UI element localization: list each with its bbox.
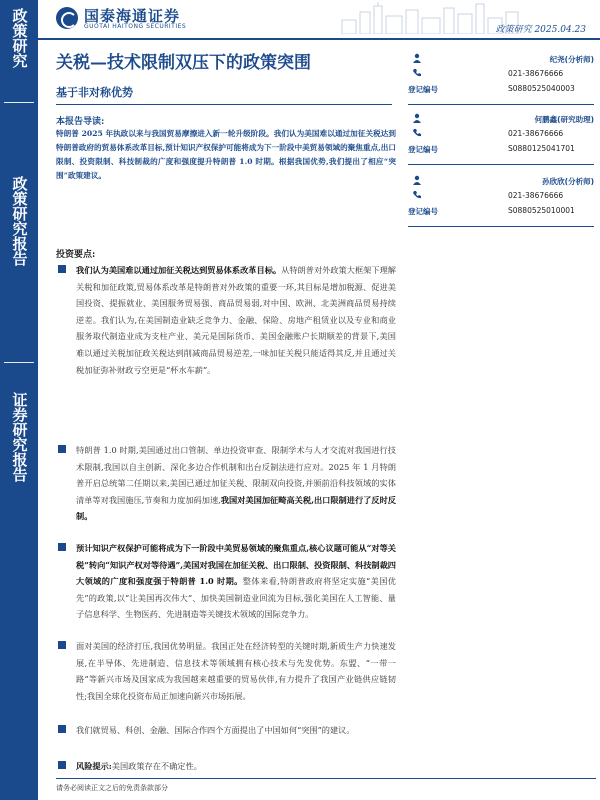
sidebar-text-3: 证券研究报告 — [10, 392, 29, 482]
person-icon — [412, 175, 422, 185]
bullet-text — [76, 262, 396, 378]
company-logo-icon — [56, 7, 78, 29]
bullet-square-icon — [58, 725, 66, 733]
bullet-square-icon — [58, 445, 66, 453]
sidebar-block-2 — [0, 176, 38, 266]
footer-divider — [56, 778, 596, 779]
bullet-body-text: 整体来看,特朗普政府将坚定实施“美国优先”的政策,以“让美国再次伟大”、加快美国制造业回流为目标,强化美国在人工智能、量子信息科学、生物医药、先进制造等关键技术领域的国际竞争力。 — [76, 576, 396, 620]
bullet-text — [76, 442, 396, 525]
report-category-date: 政策研究 2025.04.23 — [495, 25, 586, 35]
analyst-card-3 — [408, 174, 594, 219]
sidebar-block-3 — [0, 392, 38, 482]
bullet-square-icon — [58, 641, 66, 649]
analyst-divider — [408, 104, 594, 105]
person-icon — [412, 113, 422, 123]
header-divider — [38, 38, 600, 40]
analyst-divider — [408, 226, 594, 227]
bullet-square-icon — [58, 543, 66, 551]
registration-label: 登记编号 — [408, 207, 438, 216]
person-icon — [412, 53, 422, 63]
bullet-body-text: 我们就贸易、科创、金融、国际合作四个方面提出了中国如何“突围”的建议。 — [76, 725, 355, 735]
bullet-text — [76, 758, 396, 775]
bullet-body-text: 面对美国的经济打压,我国优势明显。我国正处在经济转型的关键时期,新质生产力快速发展,在半导体、先进制造、信息技术等领域拥有核心技术与先发优势。东盟、“一带一路”等新兴市场及国家成为我国越来越重要的贸易伙伴,有力提升了我国产业链供应链韧性;我国全球化投资布局正加速向新兴市场拓展。 — [76, 641, 396, 701]
left-sidebar — [0, 0, 38, 800]
bullet-body-text: 从特朗普对外政策大框架下理解关税和加征政策,贸易体系改革是特朗普对外政策的重要一环,其目标是增加税源、促进美国投资、提振就业、美国服务贸易强、商品贸易弱,对中国、欧洲、北美洲商品贸易持续逆差。我们认为,在美国制造业缺乏竞争力、金融、保险、房地产租赁业以及专业和商业服务取代制造业成为支柱产业、美元是国际货币、美国金融账户长期顺差的背景下,美国难以通过关税加征政关税达到削减商品贸易逆差,一味加征关税只能适得其反,并且通过关税加征弥补财政亏空更是“杯水车薪”。 — [76, 265, 396, 375]
registration-label: 登记编号 — [408, 145, 438, 154]
analyst-phone: 021-38676666 — [508, 129, 564, 138]
analyst-phone: 021-38676666 — [508, 69, 564, 78]
registration-number: S0880525040003 — [508, 84, 575, 93]
page-title: 关税—技术限制双压下的政策突围 — [56, 53, 311, 73]
bullet-bold-text: 预计知识产权保护可能将成为下一阶段中美贸易领域的聚焦重点,核心议题可能从“对等关税”转向“知识产权对等待遇”,美国对我国在加征关税、出口限制、投资限制、科技制裁四大领域的广度和强度强于特朗普 1.0 时期。 — [76, 543, 396, 587]
disclaimer-footer: 请务必阅读正文之后的免责条款部分 — [56, 784, 168, 792]
bullet-bold-tail: 我国对美国加征畸高关税,出口限制进行了反时反制。 — [76, 494, 396, 522]
city-skyline-icon — [340, 2, 520, 34]
bullet-bold-text: 风险提示: — [76, 761, 112, 771]
guide-text: 特朗普 2025 年执政以来与我国贸易摩擦进入新一轮升级阶段。我们认为美国难以通过加征关税达到特朗普政府的贸易体系改革目标,预计知识产权保护可能将成为下一阶段中美贸易领域的聚焦重点,出口限制、投资限制、科技制裁的广度和强度提升特朗普 1.0 时期。根据我国优势,我们提出了相应“突围”政策建议。 — [56, 129, 396, 180]
sidebar-text-1: 政策研究 — [10, 8, 29, 68]
phone-icon — [412, 128, 422, 138]
phone-icon — [412, 190, 422, 200]
sidebar-text-2: 政策研究报告 — [10, 176, 29, 266]
bullet-text — [76, 540, 396, 623]
bullet-text — [76, 638, 396, 704]
registration-number: S0880125041701 — [508, 144, 575, 153]
analyst-name: 何鹏鑫(研究助理) — [534, 115, 594, 124]
logo-english-name: GUOTAI HAITONG SECURITIES — [84, 23, 187, 30]
analyst-divider — [408, 164, 594, 165]
analyst-name: 孙欣欣(分析师) — [542, 177, 594, 186]
registration-number: S0880525010001 — [508, 206, 575, 215]
key-points-label: 投资要点: — [56, 250, 96, 260]
analyst-card-1 — [408, 52, 594, 97]
bullet-body-text: 美国政策存在不确定性。 — [111, 761, 202, 771]
bullet-square-icon — [58, 265, 66, 273]
guide-label: 本报告导读: — [56, 117, 105, 127]
title-divider — [56, 104, 392, 105]
registration-label: 登记编号 — [408, 85, 438, 94]
bullet-bold-text: 我们认为美国难以通过加征关税达到贸易体系改革目标。 — [76, 265, 282, 275]
sidebar-divider — [4, 362, 34, 363]
sidebar-block-1 — [0, 8, 38, 68]
analyst-phone: 021-38676666 — [508, 191, 564, 200]
page-header — [38, 0, 600, 38]
bullet-square-icon — [58, 761, 66, 769]
phone-icon — [412, 68, 422, 78]
analyst-card-2 — [408, 112, 594, 157]
bullet-body-text: 特朗普 1.0 时期,美国通过出口管制、单边投资审查、限制学术与人才交流对我国进行技术限制,我国以自主创新、深化多边合作机制和出台反制法进行应对。2025 年 1 月特朗普开启总统第二任期以来,美国已通过加征关税、限制双向投资,并颁前沿科技领域的实体清单等对我国施压,节奏和力度加码加速, — [76, 445, 396, 505]
bullet-text — [76, 722, 396, 739]
analyst-name: 纪尧(分析师) — [549, 55, 594, 64]
page-subtitle: 基于非对称优势 — [56, 86, 133, 99]
sidebar-divider — [4, 102, 34, 103]
logo-chinese-name: 国泰海通证券 — [84, 7, 181, 25]
